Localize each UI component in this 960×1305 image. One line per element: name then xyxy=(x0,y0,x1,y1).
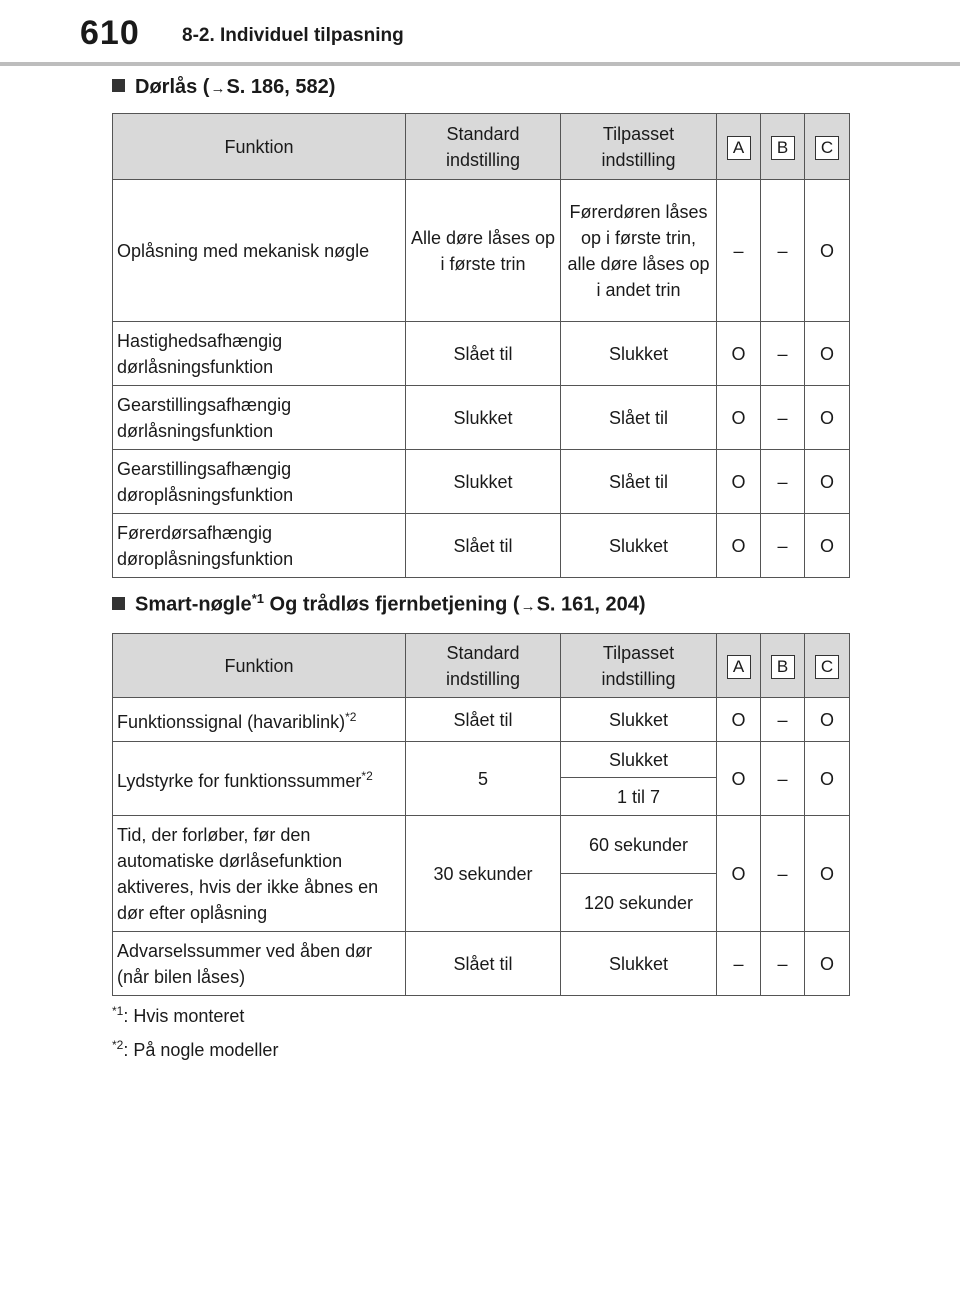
cell-standard: Slået til xyxy=(406,514,561,578)
table-row xyxy=(113,450,850,514)
cell-custom: Slukket xyxy=(561,698,717,742)
cell-custom: Slukket xyxy=(561,932,717,996)
col-header-c: C xyxy=(815,655,839,679)
cell-b: – xyxy=(761,932,805,996)
cell-c: O xyxy=(805,180,850,322)
page-number: 610 xyxy=(80,14,140,52)
col-header-b: B xyxy=(771,136,795,160)
page-reference: S. 161, 204) xyxy=(536,593,646,616)
cell-a: O xyxy=(717,514,761,578)
cell-custom: 60 sekunder xyxy=(561,816,717,874)
header-divider xyxy=(0,62,960,66)
page-header xyxy=(0,0,960,66)
smart-key-table xyxy=(112,633,850,996)
cell-standard: 30 sekunder xyxy=(406,816,561,932)
col-header-standard: Standard indstilling xyxy=(406,634,561,698)
cell-function: Gearstillingsafhængig dørlåsningsfunktion xyxy=(113,386,406,450)
col-header-c: C xyxy=(815,136,839,160)
table-row xyxy=(113,322,850,386)
cell-c: O xyxy=(805,816,850,932)
table-header-row xyxy=(113,114,850,180)
table-row xyxy=(113,698,850,742)
cell-function: Førerdørsafhængig døroplåsningsfunktion xyxy=(113,514,406,578)
chapter-title: 8-2. Individuel tilpasning xyxy=(182,25,404,46)
cell-c: O xyxy=(805,514,850,578)
cell-custom: Slået til xyxy=(561,386,717,450)
arrow-icon: → xyxy=(520,597,536,615)
cell-standard: Slukket xyxy=(406,386,561,450)
table-row xyxy=(113,386,850,450)
square-bullet-icon xyxy=(112,79,125,92)
cell-custom: Slukket xyxy=(561,514,717,578)
cell-b: – xyxy=(761,180,805,322)
cell-a: O xyxy=(717,322,761,386)
cell-a: O xyxy=(717,386,761,450)
cell-function: Funktionssignal (havariblink)$^{*2}$ xyxy=(113,698,406,742)
cell-custom: Slukket xyxy=(561,742,717,778)
square-bullet-icon xyxy=(112,597,125,610)
door-lock-table xyxy=(112,113,850,578)
cell-b: – xyxy=(761,386,805,450)
arrow-icon: → xyxy=(210,80,226,97)
table-row xyxy=(113,742,850,778)
cell-b: – xyxy=(761,816,805,932)
cell-b: – xyxy=(761,450,805,514)
cell-standard: Slået til xyxy=(406,698,561,742)
cell-function: Gearstillingsafhængig døroplåsningsfunktion xyxy=(113,450,406,514)
cell-custom: 1 til 7 xyxy=(561,778,717,816)
cell-b: – xyxy=(761,698,805,742)
cell-c: O xyxy=(805,698,850,742)
col-header-a: A xyxy=(727,655,751,679)
cell-custom: Førerdøren låses op i første trin, alle døre låses op i andet trin xyxy=(561,180,717,322)
cell-standard: Alle døre låses op i første trin xyxy=(406,180,561,322)
table-row xyxy=(113,180,850,322)
cell-a: – xyxy=(717,180,761,322)
cell-standard: Slået til xyxy=(406,932,561,996)
col-header-custom: Tilpasset indstilling xyxy=(561,634,717,698)
cell-a: O xyxy=(717,742,761,816)
cell-custom: Slået til xyxy=(561,450,717,514)
table-row xyxy=(113,816,850,874)
col-header-function: Funktion xyxy=(113,634,406,698)
footnote-mark: *1 xyxy=(112,1004,124,1018)
cell-b: – xyxy=(761,322,805,386)
table-row xyxy=(113,932,850,996)
cell-custom: 120 sekunder xyxy=(561,874,717,932)
table-row xyxy=(113,514,850,578)
cell-function: Tid, der forløber, før den automatiske dørlåsefunktion aktiveres, hvis der ikke åbnes en dør efter oplåsning xyxy=(113,816,406,932)
section-heading-door-lock: Dørlås (→S. 186, 582) xyxy=(112,76,335,99)
col-header-a: A xyxy=(727,136,751,160)
col-header-custom: Tilpasset indstilling xyxy=(561,114,717,180)
cell-standard: 5 xyxy=(406,742,561,816)
cell-function: Oplåsning med mekanisk nøgle xyxy=(113,180,406,322)
cell-a: O xyxy=(717,816,761,932)
cell-b: – xyxy=(761,514,805,578)
footnote-mark: *2 xyxy=(361,769,373,783)
page-reference: S. 186, 582) xyxy=(226,76,336,98)
cell-a: O xyxy=(717,450,761,514)
cell-c: O xyxy=(805,450,850,514)
cell-b: – xyxy=(761,742,805,816)
cell-standard: Slået til xyxy=(406,322,561,386)
col-header-function: Funktion xyxy=(113,114,406,180)
table-header-row xyxy=(113,634,850,698)
section-heading-smart-key: Smart-nøgle$^{*1}$ Og trådløs fjernbetjening (→S. 161, 204) xyxy=(112,591,646,617)
cell-a: – xyxy=(717,932,761,996)
cell-custom: Slukket xyxy=(561,322,717,386)
col-header-standard: Standard indstilling xyxy=(406,114,561,180)
footnote: $^{*2}$: På nogle modeller xyxy=(112,1038,279,1060)
cell-function: Advarselssummer ved åben dør (når bilen låses) xyxy=(113,932,406,996)
footnote: $^{*1}$: Hvis monteret xyxy=(112,1004,245,1026)
col-header-b: B xyxy=(771,655,795,679)
cell-c: O xyxy=(805,386,850,450)
cell-function: Lydstyrke for funktionssummer$^{*2}$ xyxy=(113,742,406,816)
cell-c: O xyxy=(805,742,850,816)
cell-c: O xyxy=(805,932,850,996)
cell-standard: Slukket xyxy=(406,450,561,514)
footnote-mark: *1 xyxy=(251,591,264,606)
cell-function: Hastighedsafhængig dørlåsningsfunktion xyxy=(113,322,406,386)
footnote-mark: *2 xyxy=(112,1038,124,1052)
cell-c: O xyxy=(805,322,850,386)
cell-a: O xyxy=(717,698,761,742)
footnote-mark: *2 xyxy=(345,710,357,724)
